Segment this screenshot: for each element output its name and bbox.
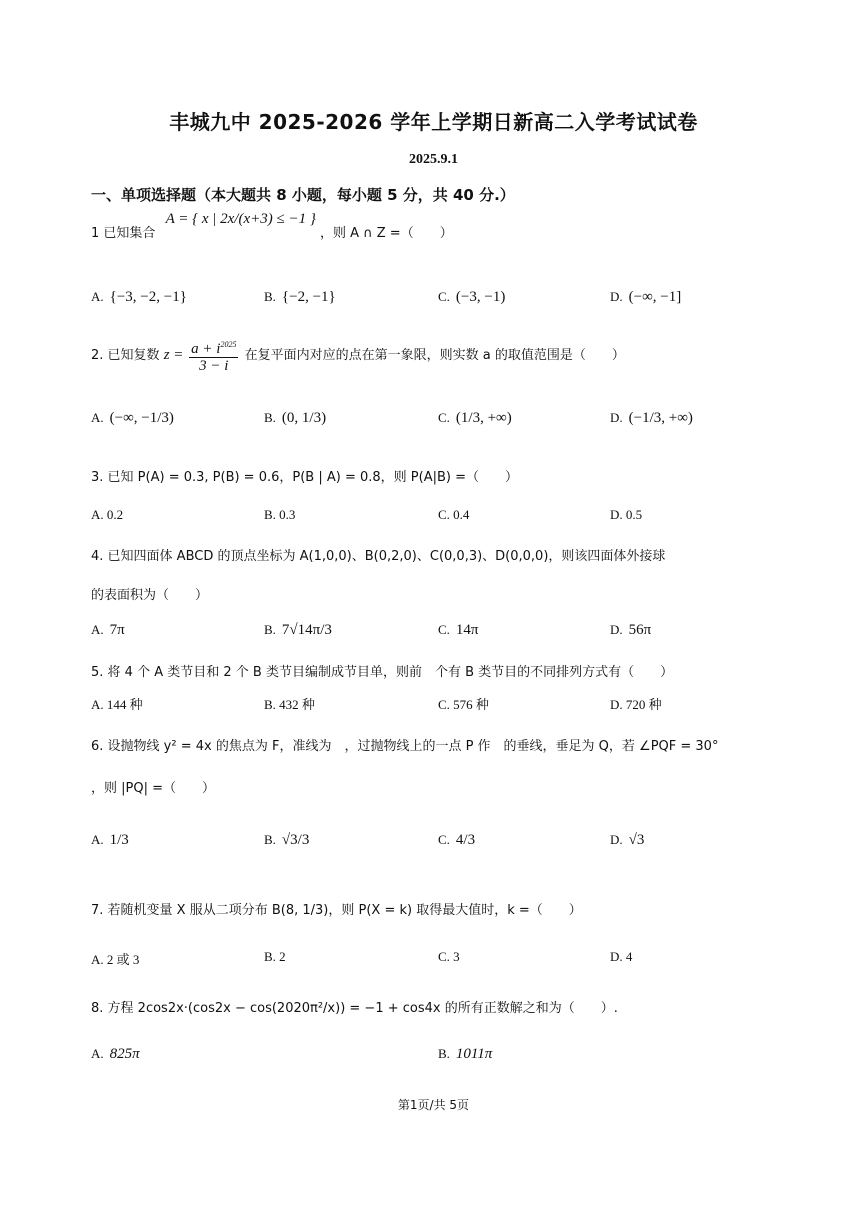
- option-c[interactable]: C. 4/3: [438, 832, 476, 848]
- complex-z-formula: z = $\frac{a + i^{2025}}{3 - i}$: [164, 347, 241, 363]
- question-text: 已知复数: [107, 347, 160, 363]
- question-text: 已知 P(A) = 0.3, P(B) = 0.6，P(B | A) = 0.8，则 P(A|B) =（ ）: [107, 470, 518, 485]
- question-1: [91, 211, 453, 242]
- question-text-end: 在复平面内对应的点在第一象限，则实数 a 的取值范围是（ ）: [244, 347, 625, 363]
- option-b[interactable]: B. √3/3: [264, 832, 310, 848]
- option-d[interactable]: D. 56π: [610, 622, 652, 638]
- option-c[interactable]: C. (−3, −1): [438, 289, 506, 305]
- option-a[interactable]: A. 1/3: [91, 832, 129, 848]
- option-b[interactable]: B. 0.3: [264, 507, 296, 522]
- option-b[interactable]: B. 2: [264, 949, 286, 964]
- question-6: [91, 735, 718, 754]
- question-number: 6.: [91, 739, 104, 754]
- option-b[interactable]: B. {−2, −1}: [264, 289, 336, 305]
- question-number: 3.: [91, 470, 104, 485]
- option-c[interactable]: C. 3: [438, 949, 460, 964]
- question-text: 若随机变量 X 服从二项分布 B(8, 1/3)，则 P(X = k) 取得最大值时，k =（ ）: [107, 903, 582, 918]
- exam-date: 2025.9.1: [409, 152, 458, 167]
- option-c[interactable]: C. 0.4: [438, 507, 470, 522]
- question-number: 7.: [91, 903, 104, 918]
- question-4-continued: [91, 584, 208, 603]
- question-number: 2.: [91, 347, 104, 363]
- question-text-end: ，则 |PQ| =（ ）: [91, 781, 215, 796]
- option-a[interactable]: A. {−3, −2, −1}: [91, 289, 187, 305]
- page-footer: 第1页/共 5页: [397, 1098, 470, 1112]
- option-d[interactable]: D. (−1/3, +∞): [610, 410, 693, 426]
- question-6-continued: [91, 777, 215, 796]
- option-a[interactable]: A. 0.2: [91, 507, 124, 522]
- option-a[interactable]: A. 144 种: [91, 697, 143, 712]
- option-a[interactable]: A. (−∞, −1/3): [91, 410, 174, 426]
- question-number: 1: [91, 226, 100, 241]
- question-8: [91, 997, 618, 1016]
- option-b[interactable]: B. 432 种: [264, 697, 315, 712]
- option-a[interactable]: A. 2 或 3: [91, 952, 140, 967]
- option-a[interactable]: A. 825π: [91, 1046, 140, 1062]
- option-c[interactable]: C. 576 种: [438, 697, 489, 712]
- option-b[interactable]: B. 7√14π/3: [264, 622, 332, 638]
- option-c[interactable]: C. 14π: [438, 622, 479, 638]
- question-5: [91, 661, 673, 680]
- question-formula: A = { x | 2x/(x+3) ≤ −1 }: [165, 211, 316, 227]
- question-text: 将 4 个 A 类节目和 2 个 B 类节目编制成节目单，则前 个有 B 类节目的不同排列方式有（ ）: [107, 665, 674, 680]
- question-number: 5.: [91, 665, 104, 680]
- question-text: 方程 2cos2x·(cos2x − cos(2020π²/x)) = −1 + cos4x 的所有正数解之和为（ ）.: [107, 1001, 618, 1016]
- section-heading: 一、单项选择题（本大题共 8 小题，每小题 5 分，共 40 分.）: [91, 186, 515, 204]
- question-text: 设抛物线 y² = 4x 的焦点为 F，准线为 ，过抛物线上的一点 P 作 的垂线，垂足为 Q，若 ∠PQF = 30°: [107, 739, 719, 754]
- question-text: 已知集合: [103, 226, 156, 241]
- question-4: [91, 545, 665, 564]
- option-d[interactable]: D. √3: [610, 832, 645, 848]
- question-number: 4.: [91, 549, 104, 564]
- question-3: [91, 466, 518, 485]
- question-2: [91, 337, 625, 374]
- question-text: 已知四面体 ABCD 的顶点坐标为 A(1,0,0)、B(0,2,0)、C(0,0,3)、D(0,0,0)，则该四面体外接球: [107, 549, 666, 564]
- option-a[interactable]: A. 7π: [91, 622, 125, 638]
- option-c[interactable]: C. (1/3, +∞): [438, 410, 512, 426]
- question-7: [91, 899, 582, 918]
- option-d[interactable]: D. (−∞, −1]: [610, 289, 682, 305]
- option-b[interactable]: B. 1011π: [438, 1046, 493, 1062]
- option-d[interactable]: D. 720 种: [610, 697, 662, 712]
- option-b[interactable]: B. (0, 1/3): [264, 410, 327, 426]
- question-text-end: ，则 A ∩ Z =（ ）: [319, 226, 453, 241]
- question-number: 8.: [91, 1001, 104, 1016]
- option-d[interactable]: D. 4: [610, 949, 633, 964]
- question-text-end: 的表面积为（ ）: [91, 588, 209, 603]
- page-title: 丰城九中 2025-2026 学年上学期日新高二入学考试试卷: [169, 110, 698, 134]
- option-d[interactable]: D. 0.5: [610, 507, 643, 522]
